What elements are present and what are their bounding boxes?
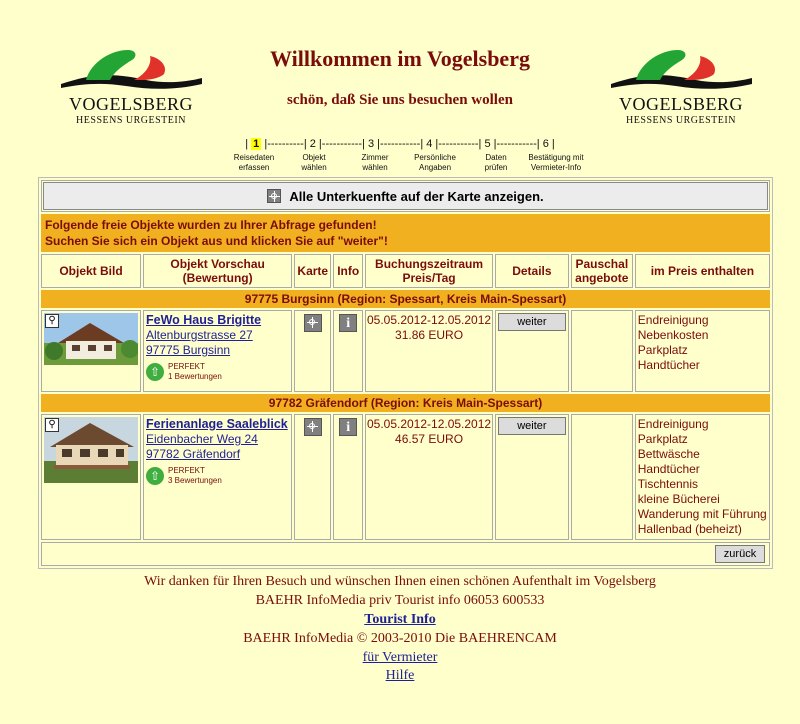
table-row (41, 310, 770, 392)
show-all-on-map-label: Alle Unterkuenfte auf der Karte anzeigen. (289, 188, 544, 204)
pauschal-cell (571, 310, 633, 392)
included-list (636, 313, 769, 373)
col-header-bild: Objekt Bild (41, 254, 141, 288)
col-header-karte: Karte (294, 254, 331, 288)
pauschal-cell (571, 414, 633, 540)
step-label-2: Objekt wählen (301, 153, 327, 172)
included-item: Handtücher (637, 462, 700, 476)
object-city-link[interactable]: 97782 Gräfendorf (146, 447, 241, 461)
rating-block (146, 466, 289, 486)
included-item: Tischtennis (637, 477, 699, 491)
region-header: 97775 Burgsinn (Region: Spessart, Kreis Main-Spessart) (41, 290, 770, 308)
step-label-5: Daten prüfen (484, 153, 508, 172)
logo-tagline: HESSENS URGESTEIN (626, 115, 736, 126)
step-label-3: Zimmer wählen (361, 153, 389, 172)
thumbs-up-icon: ⇧ (146, 467, 164, 485)
col-header-pauschal: Pauschal angebote (571, 254, 633, 288)
col-header-info: Info (333, 254, 363, 288)
results-table (38, 177, 773, 569)
page-subtitle: schön, daß Sie uns besuchen wollen (287, 92, 513, 108)
crosshair-icon (267, 189, 281, 203)
col-header-enthalten: im Preis enthalten (635, 254, 770, 288)
col-header-details: Details (495, 254, 569, 288)
object-thumbnail[interactable] (44, 417, 138, 483)
included-item: kleine Bücherei (637, 492, 720, 506)
zoom-icon[interactable]: ⚲ (45, 314, 59, 328)
included-item: Endreinigung (637, 417, 709, 431)
table-row (41, 414, 770, 540)
col-header-zeitraum: Buchungszeitraum Preis/Tag (365, 254, 493, 288)
step-label-4: Persönliche Angaben (414, 153, 456, 172)
vermieter-link[interactable]: für Vermieter (362, 650, 438, 665)
step-separator: | (245, 138, 252, 150)
table-header-row (41, 254, 770, 288)
booking-period: 05.05.2012-12.05.2012 46.57 EURO (366, 417, 492, 446)
footer-thanks: Wir danken für Ihren Besuch und wünschen Ihnen einen schönen Aufenthalt im Vogelsberg (144, 574, 656, 589)
footer-copyright: BAEHR InfoMedia © 2003-2010 Die BAEHRENCAM (243, 631, 557, 646)
object-street-link[interactable]: Altenburgstrasse 27 (146, 328, 253, 342)
rating-count: 3 Bewertungen (168, 476, 222, 485)
rating-count: 1 Bewertungen (168, 372, 222, 381)
zoom-icon[interactable]: ⚲ (45, 418, 59, 432)
included-item: Parkplatz (637, 343, 688, 357)
tourist-info-link[interactable]: Tourist Info (364, 612, 436, 627)
object-city-link[interactable]: 97775 Burgsinn (146, 343, 231, 357)
included-item: Hallenbad (beheizt) (637, 522, 742, 536)
object-name-link[interactable]: FeWo Haus Brigitte (146, 313, 262, 327)
back-button[interactable]: zurück (715, 545, 765, 563)
included-item: Bettwäsche (637, 447, 700, 461)
rating-label: PERFEKT (168, 466, 205, 475)
included-item: Handtücher (637, 358, 700, 372)
included-item: Nebenkosten (637, 328, 709, 342)
included-item: Wanderung mit Führung (637, 507, 767, 521)
price-per-day: 31.86 EURO (395, 328, 464, 342)
booking-period: 05.05.2012-12.05.2012 31.86 EURO (366, 313, 492, 342)
step-current: 1 (253, 138, 260, 150)
info-icon[interactable]: i (339, 314, 357, 332)
col-header-vorschau: Objekt Vorschau (Bewertung) (143, 254, 292, 288)
map-crosshair-icon[interactable] (304, 314, 322, 332)
show-all-on-map-button[interactable] (43, 182, 768, 210)
weiter-button[interactable]: weiter (498, 417, 566, 435)
info-icon[interactable]: i (339, 418, 357, 436)
thumbs-up-icon: ⇧ (146, 363, 164, 381)
footer-contact: BAEHR InfoMedia priv Tourist info 06053 600533 (255, 593, 545, 608)
step-label-1: Reisedaten erfassen (233, 153, 275, 172)
rating-label: PERFEKT (168, 362, 205, 371)
region-header: 97782 Gräfendorf (Region: Kreis Main-Spessart) (41, 394, 770, 412)
logo-wordmark: VOGELSBERG (68, 94, 193, 114)
logo-tagline: HESSENS URGESTEIN (76, 115, 186, 126)
results-found-notice: Folgende freie Objekte wurden zu Ihrer Abfrage gefunden! Suchen Sie sich ein Objekt aus und klicken Sie auf "weiter"! (41, 214, 770, 252)
object-thumbnail[interactable] (44, 313, 138, 365)
object-street-link[interactable]: Eidenbacher Weg 24 (146, 432, 258, 446)
hilfe-link[interactable]: Hilfe (385, 668, 415, 683)
page-title: Willkommen im Vogelsberg (270, 46, 530, 71)
step-sequence: |----------| 2 |-----------| 3 |-----------| 4 |-----------| 5 |-----------| 6 | (261, 138, 555, 150)
included-item: Endreinigung (637, 313, 709, 327)
object-name-link[interactable]: Ferienanlage Saaleblick (146, 417, 288, 431)
logo-wordmark: VOGELSBERG (618, 94, 743, 114)
step-progress (0, 138, 800, 150)
rating-block (146, 362, 289, 382)
step-label-6: Bestätigung mit Vermieter-Info (528, 153, 584, 172)
price-per-day: 46.57 EURO (395, 432, 464, 446)
weiter-button[interactable]: weiter (498, 313, 566, 331)
map-crosshair-icon[interactable] (304, 418, 322, 436)
included-list (636, 417, 769, 537)
included-item: Parkplatz (637, 432, 688, 446)
